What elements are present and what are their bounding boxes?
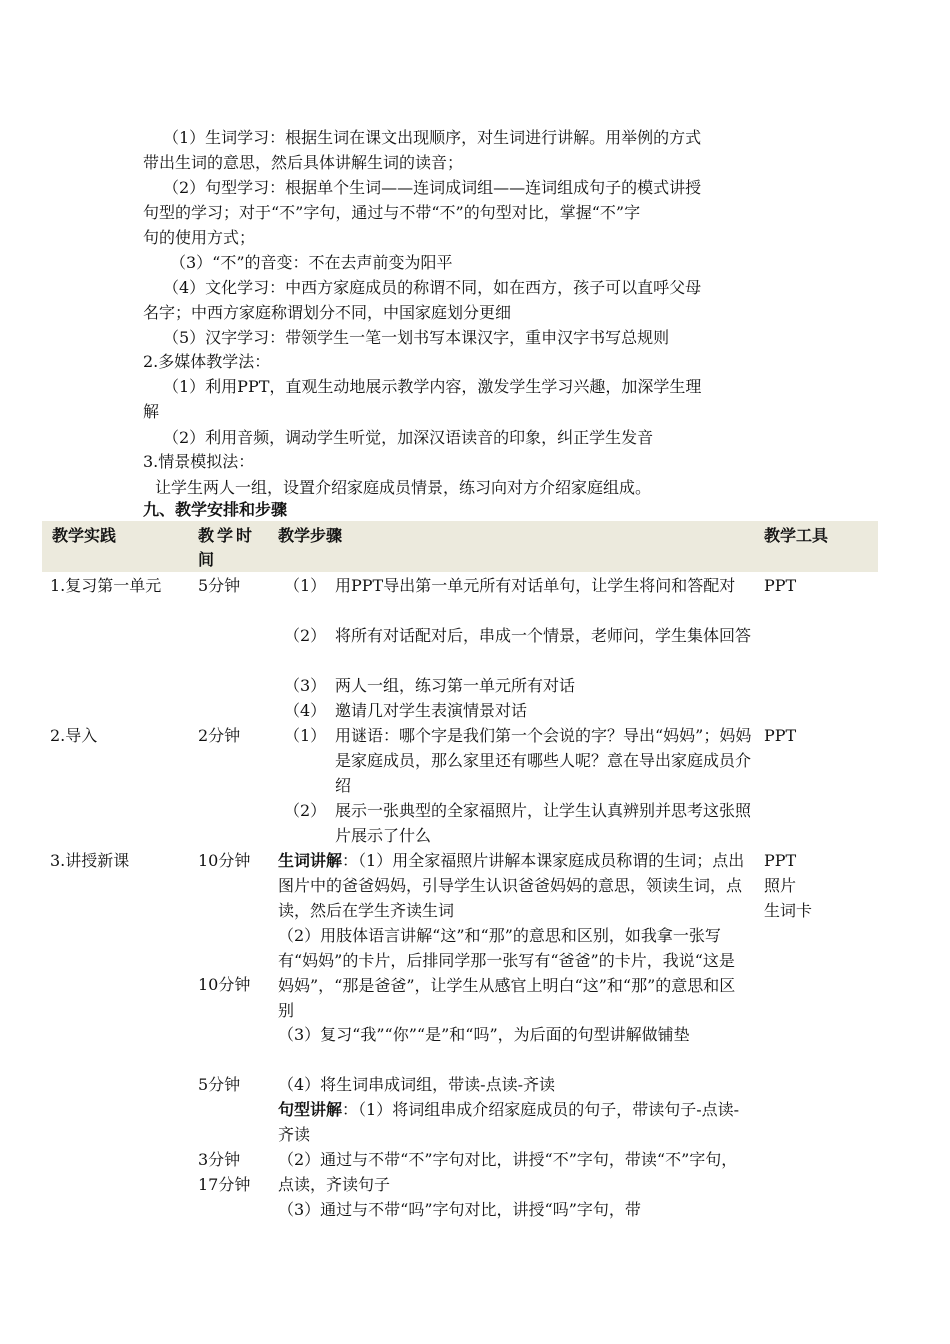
row1-step4-num: （4）: [284, 701, 327, 720]
row1-time: 5分钟: [198, 576, 241, 595]
intro-line-10: 2.多媒体教学法：: [143, 352, 271, 371]
row1-step1-text: 用PPT导出第一单元所有对话单句，让学生将问和答配对: [335, 576, 736, 595]
vocab-label: 生词讲解: [278, 851, 343, 870]
row3-time-2: 10分钟: [198, 975, 251, 994]
sentence-p1-text: ：（1）将词组串成介绍家庭成员的句子，带读句子-点读-齐读: [278, 1100, 740, 1144]
row1-step2-text: 将所有对话配对后，串成一个情景，老师问，学生集体回答: [335, 626, 752, 645]
row2-step2-num: （2）: [284, 801, 327, 820]
intro-line-12: 解: [143, 402, 160, 421]
row3-time-4: 3分钟: [198, 1150, 241, 1169]
row1-step4-text: 邀请几对学生表演情景对话: [335, 701, 528, 720]
row1-step1-num: （1）: [284, 576, 327, 595]
header-practice: 教学实践: [52, 526, 117, 545]
section-title: 九、教学安排和步骤: [143, 500, 288, 519]
intro-line-1: （1）生词学习：根据生词在课文出现顺序，对生词进行讲解。用举例的方式: [163, 128, 702, 147]
row1-practice: 1.复习第一单元: [50, 576, 162, 595]
row3-vocab-p1: [278, 848, 748, 923]
intro-line-3: （2）句型学习：根据单个生词——连词成词组——连词组成句子的模式讲授: [163, 178, 702, 197]
intro-line-14: 3.情景模拟法：: [143, 452, 255, 471]
row2-tool: PPT: [764, 726, 797, 745]
intro-line-8: 名字；中西方家庭称谓划分不同，中国家庭划分更细: [143, 303, 512, 322]
intro-line-6: （3）“不”的音变：不在去声前变为阳平: [170, 253, 453, 272]
row3-vocab-p2: （2）用肢体语言讲解“这”和“那”的意思和区别，如我拿一张写有“妈妈”的卡片，后排同学那一张写有“爸爸”的卡片，我说“这是妈妈”，“那是爸爸”，让学生从感官上明白“这”和“那”的意思和区别: [278, 926, 736, 1020]
header-time-1: 教学时: [198, 526, 256, 545]
row1-step3-num: （3）: [284, 676, 327, 695]
row3-tool-3: 生词卡: [764, 901, 813, 920]
row3-tool-1: PPT: [764, 851, 797, 870]
row3-sentence-p3: （3）通过与不带“吗”字句对比，讲授“吗”字句，带: [278, 1200, 641, 1219]
row3-sentence-p1: [278, 1097, 748, 1147]
row1-step2-num: （2）: [284, 626, 327, 645]
row3-tool-2: 照片: [764, 876, 797, 895]
row3-sentence-p2: （2）通过与不带“不”字句对比，讲授“不”字句，带读“不”字句，点读，齐读句子: [278, 1150, 738, 1194]
row3-vocab-p3: （3）复习“我”“你”“是”和“吗”，为后面的句型讲解做铺垫: [278, 1025, 690, 1044]
row2-step1-num: （1）: [284, 726, 327, 745]
row2-step1-text: 用谜语：哪个字是我们第一个会说的字？导出“妈妈”；妈妈是家庭成员，那么家里还有哪些人呢？意在导出家庭成员介绍: [335, 726, 752, 795]
sentence-label: 句型讲解: [278, 1100, 343, 1119]
row2-time: 2分钟: [198, 726, 241, 745]
intro-line-13: （2）利用音频，调动学生听觉，加深汉语读音的印象，纠正学生发音: [163, 428, 654, 447]
row3-vocab-p4: （4）将生词串成词组，带读-点读-齐读: [278, 1075, 555, 1094]
row3-time-1: 10分钟: [198, 851, 251, 870]
intro-line-9: （5）汉字学习：带领学生一笔一划书写本课汉字，重申汉字书写总规则: [163, 328, 670, 347]
intro-line-2: 带出生词的意思，然后具体讲解生词的读音；: [143, 153, 464, 172]
row3-practice: 3.讲授新课: [50, 851, 130, 870]
row3-time-5: 17分钟: [198, 1175, 251, 1194]
row3-time-3: 5分钟: [198, 1075, 241, 1094]
row1-step3-text: 两人一组，练习第一单元所有对话: [335, 676, 576, 695]
intro-line-4: 句型的学习；对于“不”字句，通过与不带“不”的句型对比，掌握“不”字: [143, 203, 641, 222]
table-header: [42, 521, 878, 572]
row1-tool: PPT: [764, 576, 797, 595]
intro-line-5: 句的使用方式；: [143, 228, 256, 247]
vocab-p1-text: ：（1）用全家福照片讲解本课家庭成员称谓的生词；点出图片中的爸爸妈妈，引导学生认识爸爸妈妈的意思，领读生词，点读，然后在学生齐读生词: [278, 851, 745, 920]
header-steps: 教学步骤: [278, 526, 343, 545]
intro-line-15: 让学生两人一组，设置介绍家庭成员情景，练习向对方介绍家庭组成。: [155, 478, 652, 497]
header-time-2: 间: [198, 550, 215, 569]
intro-line-7: （4）文化学习：中西方家庭成员的称谓不同，如在西方，孩子可以直呼父母: [163, 278, 702, 297]
header-tools: 教学工具: [764, 526, 829, 545]
row2-practice: 2.导入: [50, 726, 98, 745]
intro-line-11: （1）利用PPT，直观生动地展示教学内容，激发学生学习兴趣，加深学生理: [163, 377, 702, 396]
row2-step2-text: 展示一张典型的全家福照片，让学生认真辨别并思考这张照片展示了什么: [335, 801, 752, 845]
